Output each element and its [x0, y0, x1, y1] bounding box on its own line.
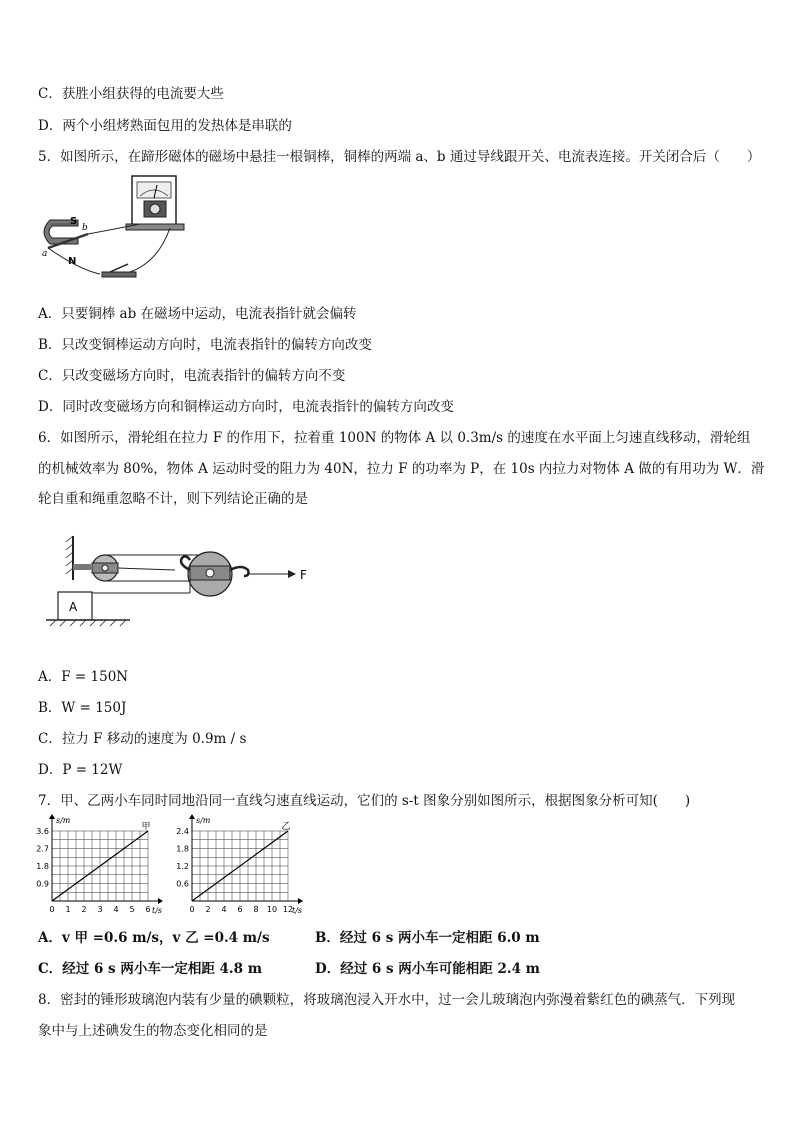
x-tick-label: 3 — [97, 905, 103, 914]
x-tick-label: 0 — [189, 905, 195, 914]
label-s: S — [70, 216, 78, 227]
y-axis-arrow-icon — [49, 814, 55, 819]
x-tick-label: 10 — [266, 905, 278, 914]
x-axis-arrow-icon — [298, 898, 303, 904]
q6-option-b: B．W = 150J — [38, 700, 127, 716]
y-tick-label: 1.8 — [36, 862, 49, 871]
x-tick-label: 6 — [145, 905, 151, 914]
y-axis-label: s/m — [196, 816, 211, 825]
switch-icon — [102, 264, 136, 277]
q7-option-b: B．经过 6 s 两小车一定相距 6.0 m — [315, 930, 540, 946]
label-block-a: A — [69, 600, 78, 614]
x-tick-label: 4 — [113, 905, 119, 914]
q6-pulley-figure — [40, 530, 320, 630]
x-axis-label: t/s — [152, 906, 163, 915]
label-f: F — [300, 568, 307, 582]
y-tick-label: 1.2 — [176, 862, 189, 871]
y-tick-label: 1.8 — [176, 844, 189, 854]
q5-option-c: C．只改变磁场方向时，电流表指针的偏转方向不变 — [38, 368, 346, 384]
q5-option-a: A．只要铜棒 ab 在磁场中运动，电流表指针就会偏转 — [38, 306, 357, 322]
x-axis-label: t/s — [292, 906, 303, 915]
x-tick-label: 8 — [253, 905, 259, 914]
q6-option-d: D．P = 12W — [38, 762, 123, 778]
q7-chart-jia — [30, 815, 170, 915]
force-arrow-icon — [288, 570, 296, 578]
x-tick-label: 2 — [81, 905, 87, 914]
x-tick-label: 0 — [49, 905, 55, 914]
q7-stem: 7．甲、乙两小车同时同地沿同一直线匀速直线运动，它们的 s-t 图象分别如图所示，根据图象分析可知( ) — [38, 793, 691, 809]
x-tick-label: 6 — [237, 905, 243, 914]
x-tick-label: 12 — [282, 905, 294, 914]
q7-option-c: C．经过 6 s 两小车一定相距 4.8 m — [38, 961, 263, 977]
q5-stem: 5．如图所示，在蹄形磁体的磁场中悬挂一根铜棒，铜棒的两端 a、b 通过导线跟开关、电流表连接。开关闭合后（ ） — [38, 149, 761, 165]
q5-option-b: B．只改变铜棒运动方向时，电流表指针的偏转方向改变 — [38, 337, 372, 353]
q4-option-c: C．获胜小组获得的电流要大些 — [38, 86, 224, 102]
x-tick-label: 1 — [65, 905, 71, 914]
y-tick-label: 3.6 — [36, 827, 49, 836]
q7-chart-yi — [170, 815, 303, 915]
q4-option-d: D．两个小组烤熟面包用的发热体是串联的 — [38, 118, 292, 134]
x-tick-label: 5 — [129, 905, 135, 914]
y-tick-label: 2.4 — [176, 827, 189, 836]
q6-option-a: A．F = 150N — [38, 669, 129, 685]
y-tick-label: 2.7 — [36, 844, 49, 854]
x-tick-label: 4 — [221, 905, 227, 914]
q5-option-d: D．同时改变磁场方向和铜棒运动方向时，电流表指针的偏转方向改变 — [38, 399, 454, 415]
label-b: b — [82, 223, 88, 233]
y-axis-label: s/m — [56, 816, 71, 825]
label-a: a — [42, 249, 48, 259]
label-n: N — [68, 256, 77, 267]
x-axis-arrow-icon — [158, 898, 163, 904]
ammeter-icon — [126, 176, 184, 230]
q8-stem-line1: 8．密封的锤形玻璃泡内装有少量的碘颗粒，将玻璃泡浸入开水中，过一会儿玻璃泡内弥漫着紫红色的碘蒸气．下列现 — [38, 992, 736, 1008]
movable-pulley-icon — [181, 552, 249, 596]
q6-option-c: C．拉力 F 移动的速度为 0.9m / s — [38, 731, 247, 747]
q7-option-a: A．v 甲 =0.6 m/s，v 乙 =0.4 m/s — [38, 930, 270, 946]
y-tick-label: 0.9 — [36, 879, 49, 889]
fixed-pulley-icon — [73, 555, 118, 581]
q6-stem-line3: 轮自重和绳重忽略不计，则下列结论正确的是 — [38, 491, 308, 507]
chart-title: 乙 — [281, 822, 291, 832]
q6-stem-line2: 的机械效率为 80%，物体 A 运动时受的阻力为 40N，拉力 F 的功率为 P，在 10s 内拉力对物体 A 做的有用功为 W．滑 — [38, 461, 765, 477]
y-axis-arrow-icon — [189, 814, 195, 819]
q5-figure — [40, 168, 200, 288]
q6-stem-line1: 6．如图所示，滑轮组在拉力 F 的作用下，拉着重 100N 的物体 A 以 0.3m/s 的速度在水平面上匀速直线移动，滑轮组 — [38, 430, 751, 446]
q7-option-d: D．经过 6 s 两小车可能相距 2.4 m — [315, 961, 540, 977]
chart-title: 甲 — [141, 822, 151, 832]
y-tick-label: 0.6 — [176, 879, 189, 889]
x-tick-label: 2 — [205, 905, 211, 914]
q8-stem-line2: 象中与上述碘发生的物态变化相同的是 — [38, 1023, 268, 1039]
